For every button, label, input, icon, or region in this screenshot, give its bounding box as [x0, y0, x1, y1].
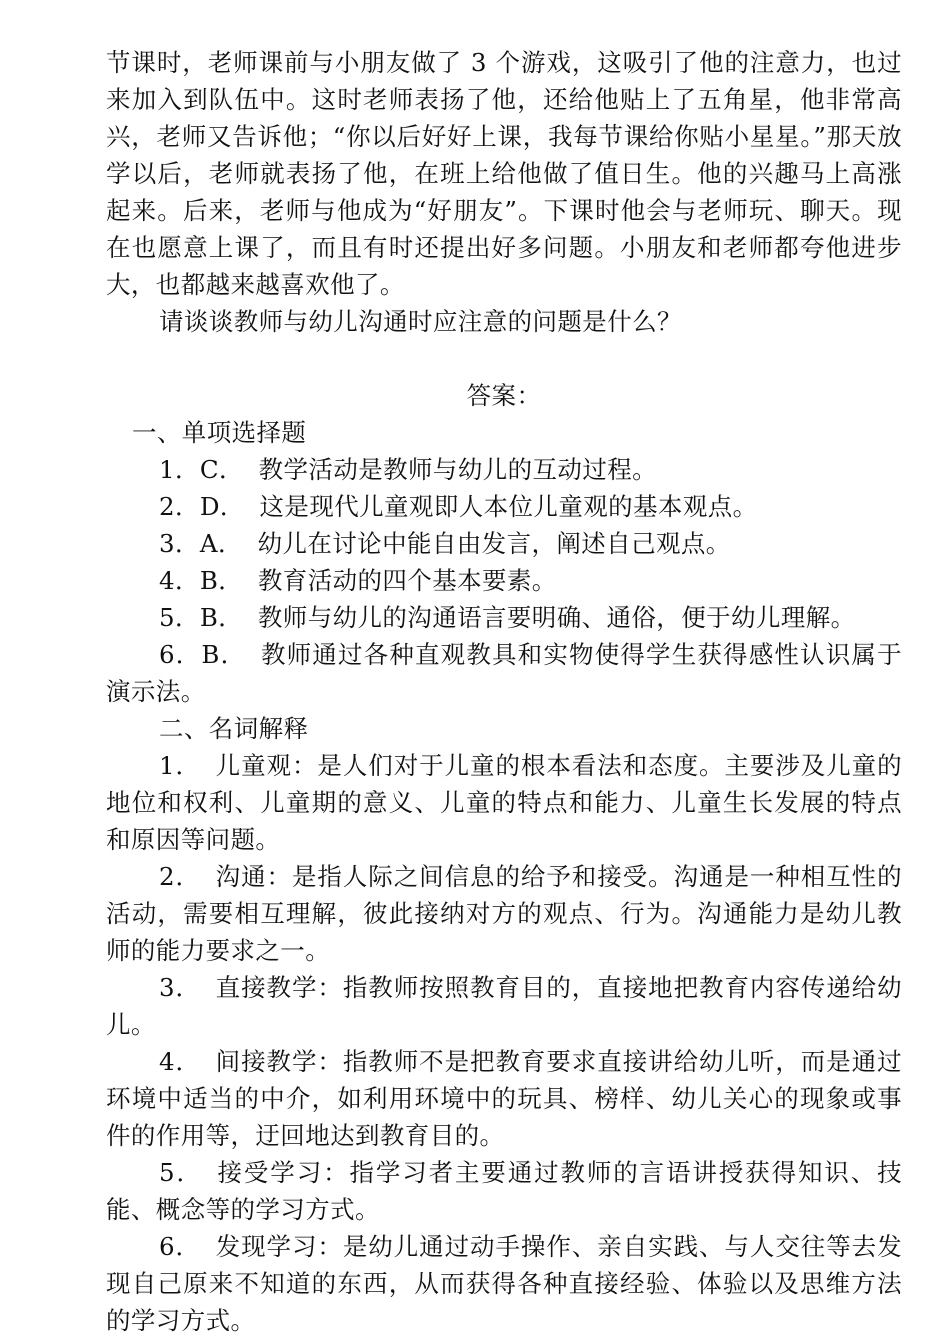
- item-number: 4．B．: [159, 566, 244, 595]
- item-text: 发现学习：是幼儿通过动手操作、亲自实践、与人交往等去发现自己原来不知道的东西，从而获得各种直接经验、体验以及思维方法的学习方式。: [106, 1232, 902, 1335]
- choice-answer-item: [106, 525, 902, 562]
- item-number: 6．B．: [159, 640, 247, 669]
- item-number: 2．D．: [159, 492, 245, 521]
- item-number: 3．: [159, 973, 201, 1002]
- answers-heading: 答案：: [466, 381, 542, 410]
- item-number: 5．B．: [159, 603, 244, 632]
- case-question: 请谈谈教师与幼儿沟通时应注意的问题是什么？: [159, 307, 682, 336]
- item-number: 2．: [159, 862, 201, 891]
- choice-answer-item: [106, 562, 902, 599]
- item-text: 儿童观：是人们对于儿童的根本看法和态度。主要涉及儿童的地位和权利、儿童期的意义、儿童的特点和能力、儿童生长发展的特点和原因等问题。: [106, 751, 902, 854]
- definition-item: [106, 1154, 902, 1228]
- definition-item: [106, 747, 902, 858]
- item-text: 教学活动是教师与幼儿的互动过程。: [258, 455, 658, 484]
- item-text: 教师与幼儿的沟通语言要明确、通俗，便于幼儿理解。: [257, 603, 856, 632]
- item-text: 教育活动的四个基本要素。: [257, 566, 557, 595]
- definition-item: [106, 1228, 902, 1339]
- choice-answer-item: [106, 488, 902, 525]
- item-number: 1．C．: [159, 455, 244, 484]
- section-title-single-choice: 一、单项选择题: [132, 418, 307, 447]
- item-text: 沟通：是指人际之间信息的给予和接受。沟通是一种相互性的活动，需要相互理解，彼此接纳对方的观点、行为。沟通能力是幼儿教师的能力要求之一。: [106, 862, 902, 965]
- item-number: 6．: [159, 1232, 201, 1261]
- item-number: 1．: [159, 751, 201, 780]
- item-number: 5．: [159, 1158, 203, 1187]
- item-text: 接受学习：指学习者主要通过教师的言语讲授获得知识、技能、概念等的学习方式。: [106, 1158, 902, 1224]
- document-page: [106, 44, 902, 1339]
- item-text: 幼儿在讨论中能自由发言，阐述自己观点。: [257, 529, 731, 558]
- definition-item: [106, 1043, 902, 1154]
- definition-item: [106, 858, 902, 969]
- definition-item: [106, 969, 902, 1043]
- item-number: 4．: [159, 1047, 201, 1076]
- item-text: 直接教学：指教师按照教育目的，直接地把教育内容传递给幼儿。: [106, 973, 902, 1039]
- choice-answer-item: [106, 636, 902, 710]
- blank-line: [106, 340, 902, 377]
- item-text: 间接教学：指教师不是把教育要求直接讲给幼儿听，而是通过环境中适当的中介，如利用环境中的玩具、榜样、幼儿关心的现象或事件的作用等，迂回地达到教育目的。: [106, 1047, 902, 1150]
- item-text: 教师通过各种直观教具和实物使得学生获得感性认识属于演示法。: [106, 640, 902, 706]
- item-number: 3．A．: [159, 529, 243, 558]
- choice-answer-item: [106, 599, 902, 636]
- case-paragraph: 节课时，老师课前与小朋友做了 3 个游戏，这吸引了他的注意力，也过来加入到队伍中。这时老师表扬了他，还给他贴上了五角星，他非常高兴，老师又告诉他；“你以后好好上课，我每节课给你贴小星星。”那天放学以后，老师就表扬了他，在班上给他做了值日生。他的兴趣马上高涨起来。后来，老师与他成为“好朋友”。下课时他会与老师玩、聊天。现在也愿意上课了，而且有时还提出好多问题。小朋友和老师都夸他进步大，也都越来越喜欢他了。: [106, 48, 902, 299]
- choice-answer-item: [106, 451, 902, 488]
- section-title-term-definitions: 二、名词解释: [159, 714, 309, 743]
- item-text: 这是现代儿童观即人本位儿童观的基本观点。: [259, 492, 758, 521]
